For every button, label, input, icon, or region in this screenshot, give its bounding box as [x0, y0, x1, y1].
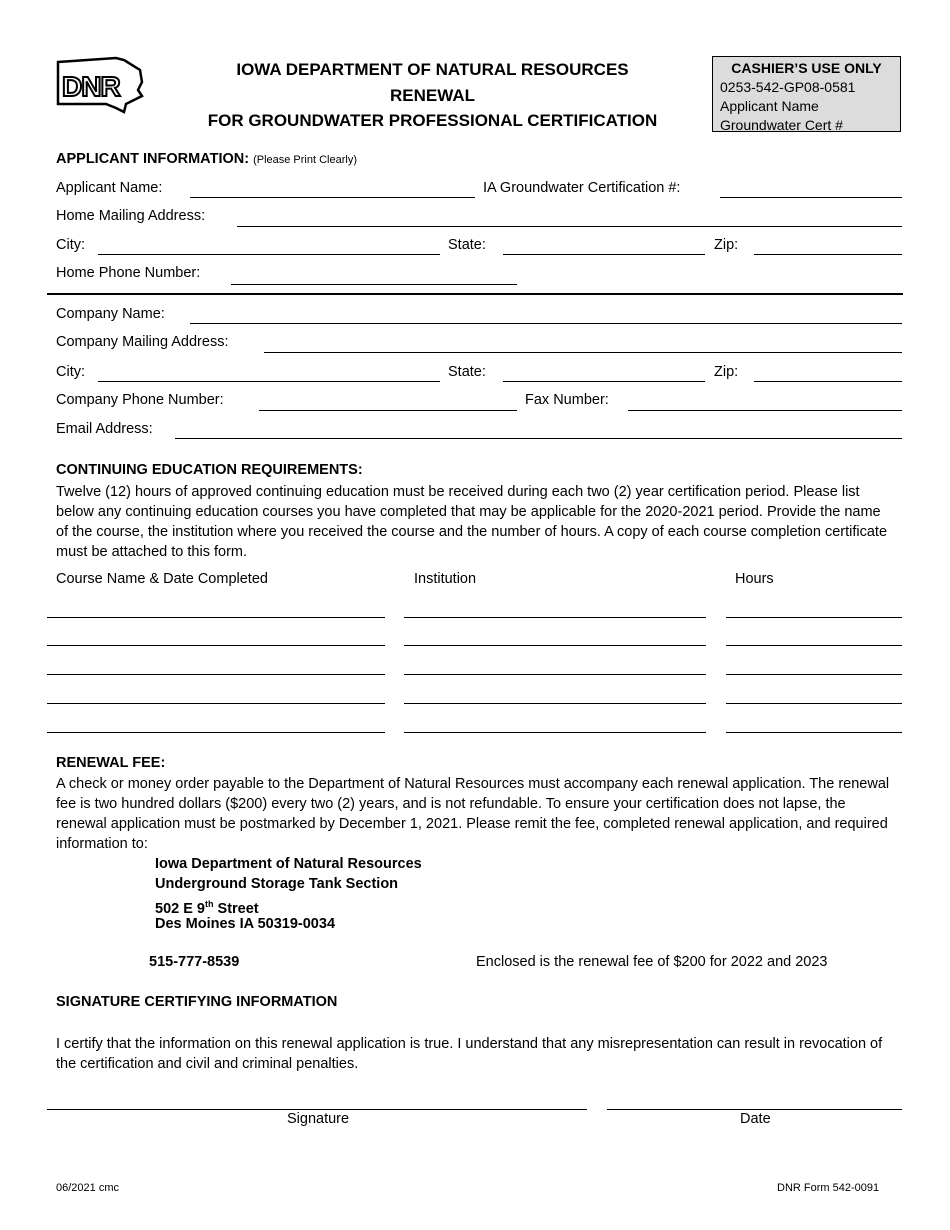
home-phone-field[interactable]: [231, 284, 517, 285]
company-city-field[interactable]: [98, 381, 440, 382]
course-field[interactable]: [47, 674, 385, 675]
course-field[interactable]: [47, 703, 385, 704]
form-title-line2: RENEWAL: [390, 86, 475, 105]
home-state-label: State:: [448, 237, 486, 253]
cashier-cert-number: Groundwater Cert #: [720, 117, 843, 133]
form-title-line3: FOR GROUNDWATER PROFESSIONAL CERTIFICATION: [207, 111, 658, 130]
company-name-label: Company Name:: [56, 306, 165, 322]
institution-field[interactable]: [404, 617, 706, 618]
hours-column-header: Hours: [735, 571, 774, 587]
company-address-label: Company Mailing Address:: [56, 334, 229, 350]
institution-field[interactable]: [404, 703, 706, 704]
fax-field[interactable]: [628, 410, 902, 411]
course-column-header: Course Name & Date Completed: [56, 571, 268, 587]
company-state-field[interactable]: [503, 381, 705, 382]
address-line-2: Underground Storage Tank Section: [155, 876, 399, 892]
course-field[interactable]: [47, 732, 385, 733]
renewal-fee-text: A check or money order payable to the Department of Natural Resources must accompany each renewal application. The renewal fee is two hundred dollars ($200) every two (2) years, and is not refundable. To ensure your certification does not lapse, the renewal application must be postmarked by December 1, 2021. Please remit the fee, completed renewal application, and required information to:: [56, 776, 890, 852]
hours-field[interactable]: [726, 617, 902, 618]
applicant-name-field[interactable]: [190, 197, 475, 198]
footer-form-number: DNR Form 542-0091: [777, 1182, 880, 1194]
hours-field[interactable]: [726, 645, 902, 646]
signature-field[interactable]: [47, 1109, 587, 1110]
education-heading: CONTINUING EDUCATION REQUIREMENTS:: [56, 462, 363, 478]
email-label: Email Address:: [56, 421, 153, 437]
institution-column-header: Institution: [414, 571, 477, 587]
address-line-1: Iowa Department of Natural Resources: [155, 856, 422, 872]
company-zip-label: Zip:: [714, 364, 739, 380]
home-address-field[interactable]: [237, 226, 902, 227]
dnr-logo: [54, 56, 146, 116]
fax-label: Fax Number:: [525, 392, 609, 408]
home-city-field[interactable]: [98, 254, 440, 255]
cashier-code: 0253-542-GP08-0581: [720, 79, 856, 95]
date-field[interactable]: [607, 1109, 902, 1110]
company-name-field[interactable]: [190, 323, 902, 324]
footer-revision-date: 06/2021 cmc: [56, 1182, 119, 1194]
applicant-heading-text: APPLICANT INFORMATION:: [56, 151, 250, 167]
cashier-heading: CASHIER’S USE ONLY: [731, 60, 882, 76]
education-text: Twelve (12) hours of approved continuing education must be received during each two (2) year certification period. Please list below any continuing education courses you have completed that may be applicable for the 2020-2021 period. Provide the name of the course, the institution where you received the course and the number of hours. A copy of each course completion certificate must be attached to this form.: [56, 484, 888, 560]
home-zip-label: Zip:: [714, 237, 739, 253]
applicant-section-heading: [56, 151, 357, 167]
cert-number-field[interactable]: [720, 197, 902, 198]
company-address-field[interactable]: [264, 352, 902, 353]
home-city-label: City:: [56, 237, 85, 253]
company-phone-label: Company Phone Number:: [56, 392, 224, 408]
renewal-fee-heading: RENEWAL FEE:: [56, 755, 166, 771]
company-zip-field[interactable]: [754, 381, 902, 382]
enclosed-fee-statement: Enclosed is the renewal fee of $200 for 2022 and 2023: [476, 954, 828, 970]
company-state-label: State:: [448, 364, 486, 380]
home-address-label: Home Mailing Address:: [56, 208, 206, 224]
company-phone-field[interactable]: [259, 410, 517, 411]
certification-statement: I certify that the information on this renewal application is true. I understand that any misrepresentation can result in revocation of the certification and civil and criminal penalties.: [56, 1036, 883, 1072]
address-line-3: 502 E 9th Street: [155, 899, 259, 917]
hours-field[interactable]: [726, 674, 902, 675]
applicant-name-label: Applicant Name:: [56, 180, 163, 196]
hours-field[interactable]: [726, 732, 902, 733]
home-phone-label: Home Phone Number:: [56, 265, 201, 281]
company-city-label: City:: [56, 364, 85, 380]
form-title-line1: IOWA DEPARTMENT OF NATURAL RESOURCES: [236, 60, 629, 79]
signature-heading: SIGNATURE CERTIFYING INFORMATION: [56, 994, 338, 1010]
print-clearly-note: (Please Print Clearly): [253, 154, 357, 166]
home-zip-field[interactable]: [754, 254, 902, 255]
contact-phone: 515-777-8539: [149, 954, 240, 970]
institution-field[interactable]: [404, 674, 706, 675]
hours-field[interactable]: [726, 703, 902, 704]
course-field[interactable]: [47, 617, 385, 618]
cashier-applicant-name: Applicant Name: [720, 98, 819, 114]
cert-number-label: IA Groundwater Certification #:: [483, 180, 681, 196]
date-label: Date: [740, 1111, 771, 1127]
email-field[interactable]: [175, 438, 902, 439]
course-field[interactable]: [47, 645, 385, 646]
section-divider: [47, 293, 903, 295]
institution-field[interactable]: [404, 645, 706, 646]
institution-field[interactable]: [404, 732, 706, 733]
address-line-4: Des Moines IA 50319-0034: [155, 916, 336, 932]
svg-text:DNR: DNR: [62, 71, 120, 102]
signature-label: Signature: [287, 1111, 350, 1127]
cashier-use-box: [712, 56, 901, 132]
home-state-field[interactable]: [503, 254, 705, 255]
